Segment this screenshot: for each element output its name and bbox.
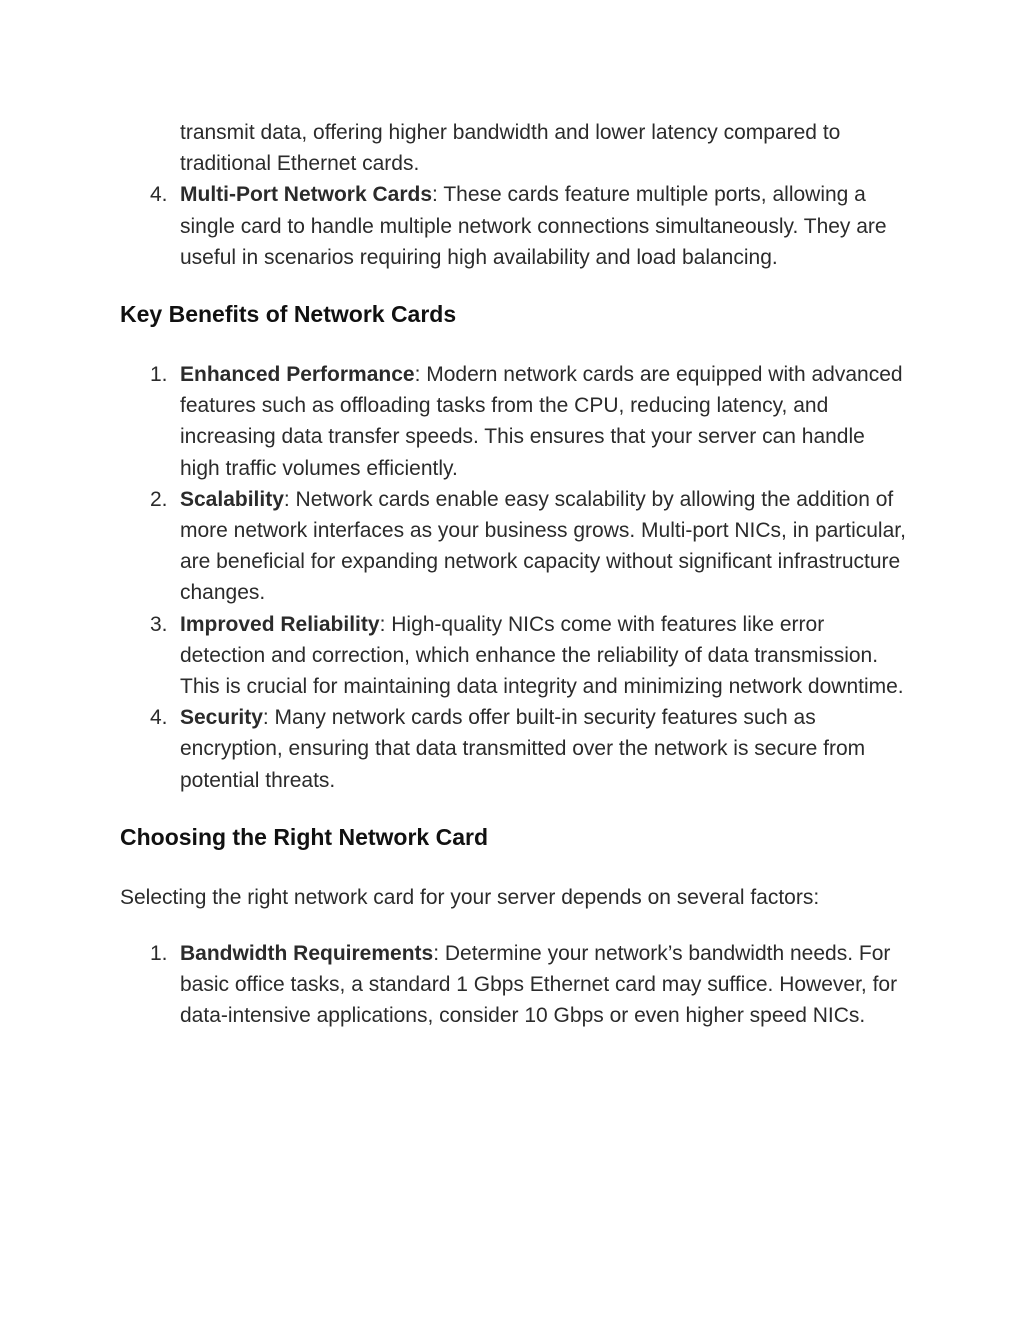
list-item-text: : High-quality NICs come with features like error detection and correction, which enhance the reliability of data transmission. This is crucial for maintaining data integrity and minimizing network downtime. (180, 612, 904, 699)
list-item (120, 702, 910, 796)
list-item-text: : Network cards enable easy scalability by allowing the addition of more network interfaces as your business grows. Multi-port NICs, in particular, are beneficial for expanding network capacity without significant infrastructure changes. (180, 487, 906, 605)
list-item-number: 1. (150, 363, 168, 387)
list-item (120, 359, 910, 484)
choosing-intro-paragraph: Selecting the right network card for your server depends on several factors: (120, 885, 820, 909)
list-item-term: Bandwidth Requirements (180, 942, 434, 966)
list-item-term: Scalability (180, 487, 284, 511)
list-item (120, 179, 910, 273)
list-item-text: : These cards feature multiple ports, allowing a single card to handle multiple network connections simultaneously. They are useful in scenarios requiring high availability and load balancing. (180, 183, 887, 269)
list-item-number: 1. (150, 942, 168, 966)
choosing-factors-list (120, 938, 910, 1032)
choosing-heading: Choosing the Right Network Card (120, 823, 488, 850)
list-item-term: Security (180, 706, 263, 730)
list-item-text: : Many network cards offer built-in security features such as encryption, ensuring that data transmitted over the network is secure from potential threats. (180, 706, 866, 792)
list-item-number: 2. (150, 487, 168, 511)
benefits-list (120, 359, 910, 796)
network-card-types-list (120, 179, 910, 273)
list-item-term: Multi-Port Network Cards (180, 183, 433, 207)
list-item (120, 938, 910, 1032)
list-item-number: 4. (150, 183, 168, 207)
list-item-term: Improved Reliability (180, 612, 380, 636)
benefits-heading: Key Benefits of Network Cards (120, 301, 457, 328)
list-item-term: Enhanced Performance (180, 363, 415, 387)
list-item-number: 3. (150, 612, 168, 636)
list-item-text: : Determine your network’s bandwidth needs. For basic office tasks, a standard 1 Gbps Ethernet card may suffice. However, for data-intensive applications, consider 10 Gbps or even higher speed NICs. (180, 942, 898, 1028)
document-content (120, 117, 910, 1032)
list-item-text: : Modern network cards are equipped with advanced features such as offloading tasks from the CPU, reducing latency, and increasing data transfer speeds. This ensures that your server can handle high traffic volumes efficiently. (180, 363, 903, 480)
list-item (120, 609, 910, 703)
continuation-paragraph: transmit data, offering higher bandwidth and lower latency compared to traditional Ethernet cards. (180, 121, 841, 176)
list-item-number: 4. (150, 706, 168, 730)
list-item (120, 484, 910, 609)
